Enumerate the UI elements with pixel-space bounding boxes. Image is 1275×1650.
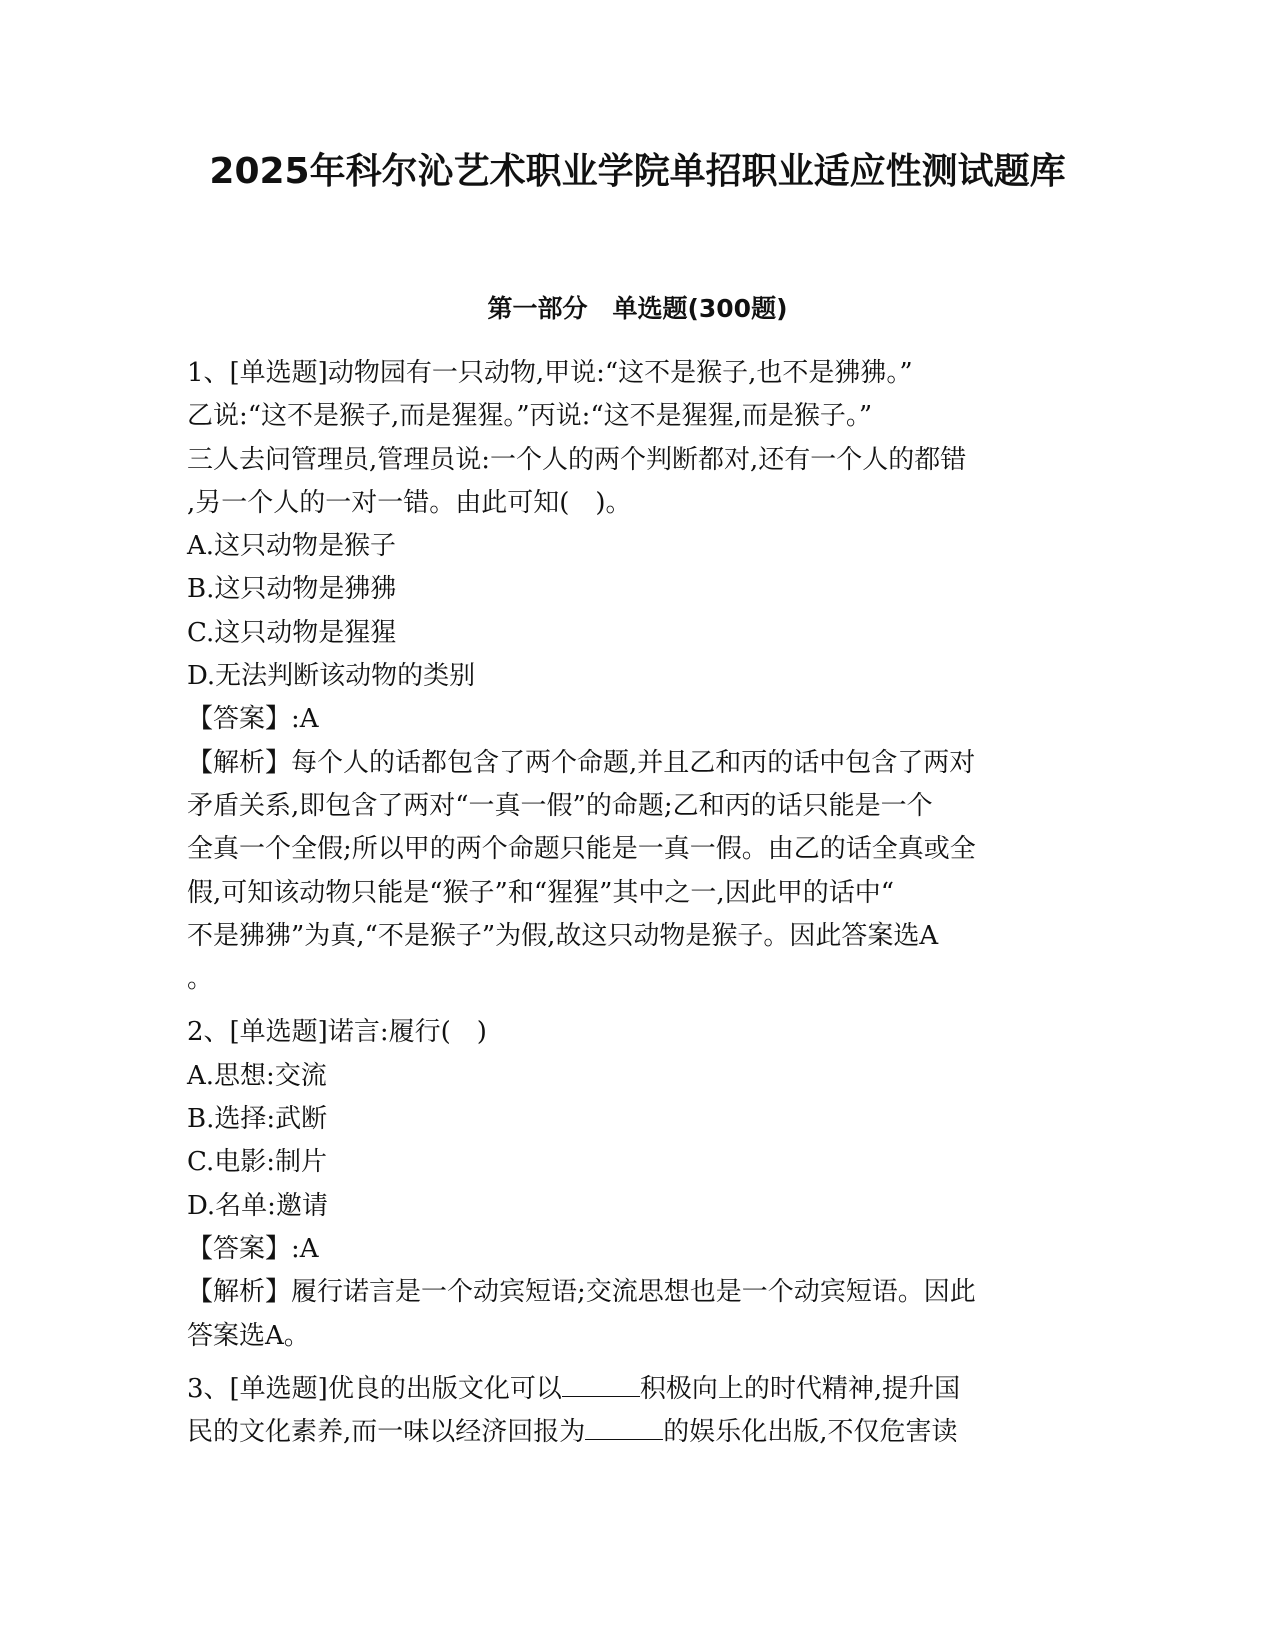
question-list <box>187 352 1087 1464</box>
question-stem-line: ,另一个人的一对一错。由此可知( )。 <box>187 487 632 518</box>
stem-text: 民的文化素养,而一味以经济回报为 <box>187 1417 586 1448</box>
document-title: 2025年科尔沁艺术职业学院单招职业适应性测试题库 <box>209 151 1066 192</box>
question-stem-line: 1、[单选题]动物园有一只动物,甲说:“这不是猴子,也不是狒狒。” <box>187 358 913 388</box>
section-title: 第一部分 单选题(300题) <box>487 294 788 323</box>
analysis-line: 矛盾关系,即包含了两对“一真一假”的命题;乙和丙的话只能是一个 <box>187 790 933 821</box>
option-d: D.无法判断该动物的类别 <box>187 661 476 692</box>
option-a: A.思想:交流 <box>187 1060 327 1091</box>
question-stem-line: 乙说:“这不是猴子,而是猩猩。”丙说:“这不是猩猩,而是猴子。” <box>187 401 873 432</box>
analysis-line: 【解析】每个人的话都包含了两个命题,并且乙和丙的话中包含了两对 <box>187 747 976 778</box>
option-b: B.选择:武断 <box>187 1104 328 1135</box>
analysis-line: 答案选A。 <box>187 1320 310 1351</box>
question-stem-line: 三人去问管理员,管理员说:一个人的两个判断都对,还有一个人的都错 <box>187 444 967 475</box>
option-a: A.这只动物是猴子 <box>187 531 397 562</box>
question-2 <box>187 1011 1087 1357</box>
question-stem-line: 2、[单选题]诺言:履行( ) <box>187 1017 487 1048</box>
option-d: D.名单:邀请 <box>187 1190 328 1221</box>
answer-line: 【答案】:A <box>187 704 319 735</box>
option-b: B.这只动物是狒狒 <box>187 574 397 605</box>
analysis-line: 全真一个全假;所以甲的两个命题只能是一真一假。由乙的话全真或全 <box>187 834 976 865</box>
question-stem-line <box>187 1411 1087 1454</box>
stem-text: 积极向上的时代精神,提升国 <box>639 1373 961 1404</box>
analysis-line: 。 <box>187 964 214 995</box>
question-1 <box>187 352 1087 1001</box>
answer-line: 【答案】:A <box>187 1233 319 1264</box>
fill-blank <box>562 1368 640 1397</box>
analysis-line: 【解析】履行诺言是一个动宾短语;交流思想也是一个动宾短语。因此 <box>187 1277 976 1308</box>
fill-blank <box>585 1411 663 1440</box>
question-stem-line <box>187 1368 1087 1411</box>
analysis-line: 假,可知该动物只能是“猴子”和“猩猩”其中之一,因此甲的话中“ <box>187 877 894 908</box>
question-3 <box>187 1368 1087 1455</box>
analysis-line: 不是狒狒”为真,“不是猴子”为假,故这只动物是猴子。因此答案选A <box>187 920 939 951</box>
stem-text: 的娱乐化出版,不仅危害读 <box>663 1417 958 1448</box>
stem-text: 3、[单选题]优良的出版文化可以 <box>187 1373 562 1404</box>
option-c: C.电影:制片 <box>187 1147 327 1178</box>
option-c: C.这只动物是猩猩 <box>187 617 397 648</box>
